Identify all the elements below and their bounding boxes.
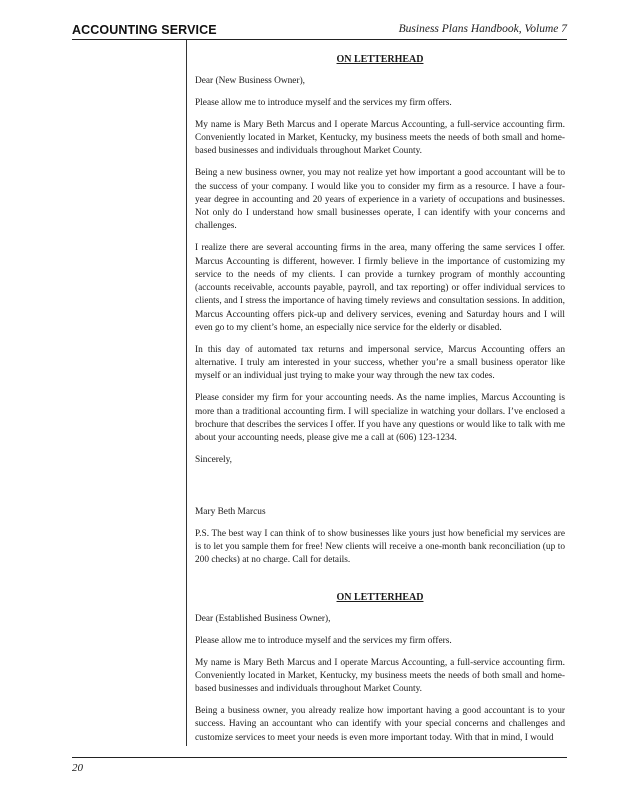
page-number: 20 — [72, 762, 83, 774]
paragraph: My name is Mary Beth Marcus and I operate Marcus Accounting, a full-service accounting firm. Conveniently located in Market, Kentucky, my business meets the needs of both small and home-based businesses and individuals throughout Market County. — [195, 657, 565, 695]
section-gap — [195, 576, 565, 591]
salutation: Dear (Established Business Owner), — [195, 614, 331, 625]
section-title: ACCOUNTING SERVICE — [72, 23, 217, 37]
footer-rule — [72, 757, 567, 758]
paragraph: Being a business owner, you already realize how important having a good accountant is to your success. Having an accountant who can identify with your special concerns and challenges and customize services to meet your needs is even more important today. With that in mind, I would — [195, 706, 565, 743]
paragraph: My name is Mary Beth Marcus and I operate Marcus Accounting, a full-service accounting firm. Conveniently located in Market, Kentucky, my business meets the needs of both small and home-based businesses and individuals throughout Market County. — [195, 119, 565, 157]
margin-rule — [186, 40, 187, 746]
paragraph: Please allow me to introduce myself and the services my firm offers. — [195, 98, 452, 109]
postscript: P.S. The best way I can think of to show businesses like yours just how beneficial my services are is to let you sample them for free! New clients will receive a one-month bank reconciliation (up to 200 checks) at no charge. Call for details. — [195, 528, 565, 566]
paragraph: I realize there are several accounting firms in the area, many offering the same services I offer. Marcus Accounting is different, however. I firmly believe in the importance of customizing my service to the needs of my clients. I can provide a turnkey program of monthly accounting (accounts receivable, accounts payable, payroll, and tax reporting) or offer individual services to clients, and I stress the importance of having timely reviews and consultation sessions. In addition, Marcus Accounting offers pick-up and delivery services, evening and Saturday hours and I will even go to my client’s home, an especially nice service for the elderly or disabled. — [195, 243, 565, 334]
salutation: Dear (New Business Owner), — [195, 76, 306, 87]
page-body — [195, 53, 565, 754]
signature-space — [195, 476, 565, 506]
paragraph: In this day of automated tax returns and impersonal service, Marcus Accounting offers an alternative. I truly am interested in your success, whether you’re a small business operator like myself or an individual just trying to make your way through the new tax codes. — [195, 344, 565, 382]
paragraph: Please consider my firm for your accounting needs. As the name implies, Marcus Accounting is more than a traditional accounting firm. I will specialize in watching your dollars. I’ve enclosed a brochure that describes the services I offer. If you have any questions or would like to talk with me about your accounting needs, please give me a call at (606) 123-1234. — [195, 393, 565, 444]
paragraph: Please allow me to introduce myself and the services my firm offers. — [195, 636, 452, 646]
signature-name: Mary Beth Marcus — [195, 506, 266, 517]
paragraph: Being a new business owner, you may not realize yet how important a good accountant will be to the success of your company. I would like you to consider my firm as a resource. I have a four-year degree in accounting and 20 years of experience in a variety of occupations and businesses. Not only do I understand how small businesses operate, I can identify with your concerns and challenges. — [195, 168, 565, 232]
letterhead-heading: ON LETTERHEAD — [336, 591, 424, 603]
book-title: Business Plans Handbook, Volume 7 — [398, 23, 567, 35]
letterhead-heading: ON LETTERHEAD — [336, 54, 424, 65]
header-rule — [72, 39, 567, 40]
closing: Sincerely, — [195, 454, 233, 465]
